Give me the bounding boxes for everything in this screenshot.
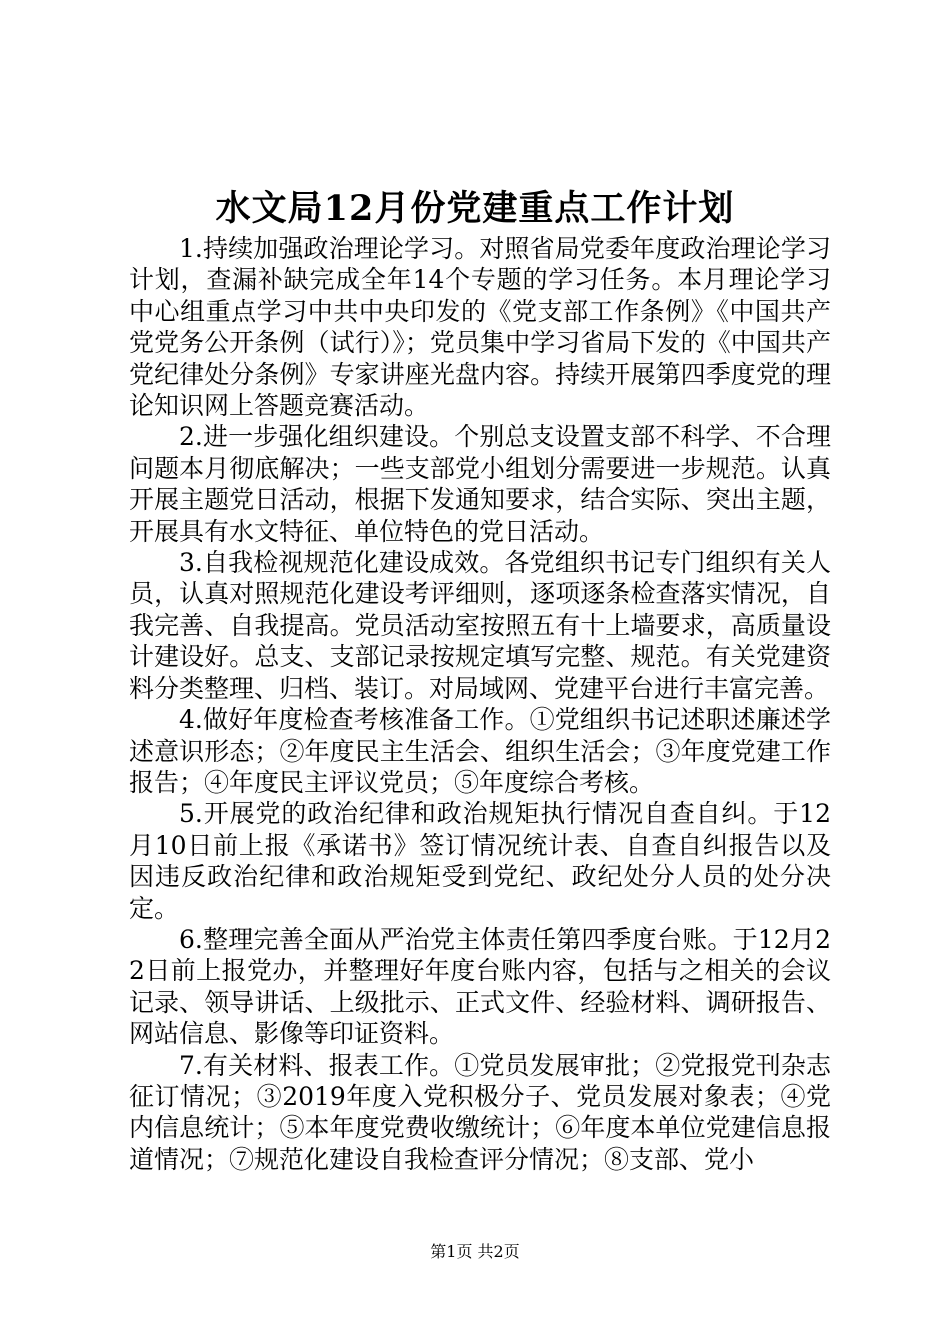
paragraph-7: 7.有关材料、报表工作。①党员发展审批；②党报党刊杂志征订情况；③2019年度入党积极分子、党员发展对象表；④党内信息统计；⑤本年度党费收缴统计；⑥年度本单位党建信息报道情况；⑦规范化建设自我检查评分情况；⑧支部、党小 — [129, 1050, 831, 1174]
document-body — [129, 233, 831, 1175]
paragraph-3: 3.自我检视规范化建设成效。各党组织书记专门组织有关人员，认真对照规范化建设考评细则，逐项逐条检查落实情况，自我完善、自我提高。党员活动室按照五有十上墙要求，高质量设计建设好。总支、支部记录按规定填写完整、规范。有关党建资料分类整理、归档、装订。对局域网、党建平台进行丰富完善。 — [129, 548, 831, 703]
document-title: 水文局12月份党建重点工作计划 — [215, 188, 735, 229]
paragraph-5: 5.开展党的政治纪律和政治规矩执行情况自查自纠。于12月10日前上报《承诺书》签订情况统计表、自查自纠报告以及因违反政治纪律和政治规矩受到党纪、政纪处分人员的处分决定。 — [129, 799, 831, 923]
paragraph-1: 1.持续加强政治理论学习。对照省局党委年度政治理论学习计划，查漏补缺完成全年14个专题的学习任务。本月理论学习中心组重点学习中共中央印发的《党支部工作条例》《中国共产党党务公开条例（试行）》；党员集中学习省局下发的《中国共产党纪律处分条例》专家讲座光盘内容。持续开展第四季度党的理论知识网上答题竞赛活动。 — [129, 234, 831, 421]
paragraph-4: 4.做好年度检查考核准备工作。①党组织书记述职述廉述学述意识形态；②年度民主生活会、组织生活会；③年度党建工作报告；④年度民主评议党员；⑤年度综合考核。 — [129, 705, 831, 797]
paragraph-2: 2.进一步强化组织建设。个别总支设置支部不科学、不合理问题本月彻底解决；一些支部党小组划分需要进一步规范。认真开展主题党日活动，根据下发通知要求，结合实际、突出主题，开展具有水文特征、单位特色的党日活动。 — [129, 422, 831, 546]
page-number-footer: 第1页 共2页 — [430, 1242, 520, 1261]
paragraph-6: 6.整理完善全面从严治党主体责任第四季度台账。于12月22日前上报党办，并整理好年度台账内容，包括与之相关的会议记录、领导讲话、上级批示、正式文件、经验材料、调研报告、网站信息、影像等印证资料。 — [129, 924, 831, 1049]
